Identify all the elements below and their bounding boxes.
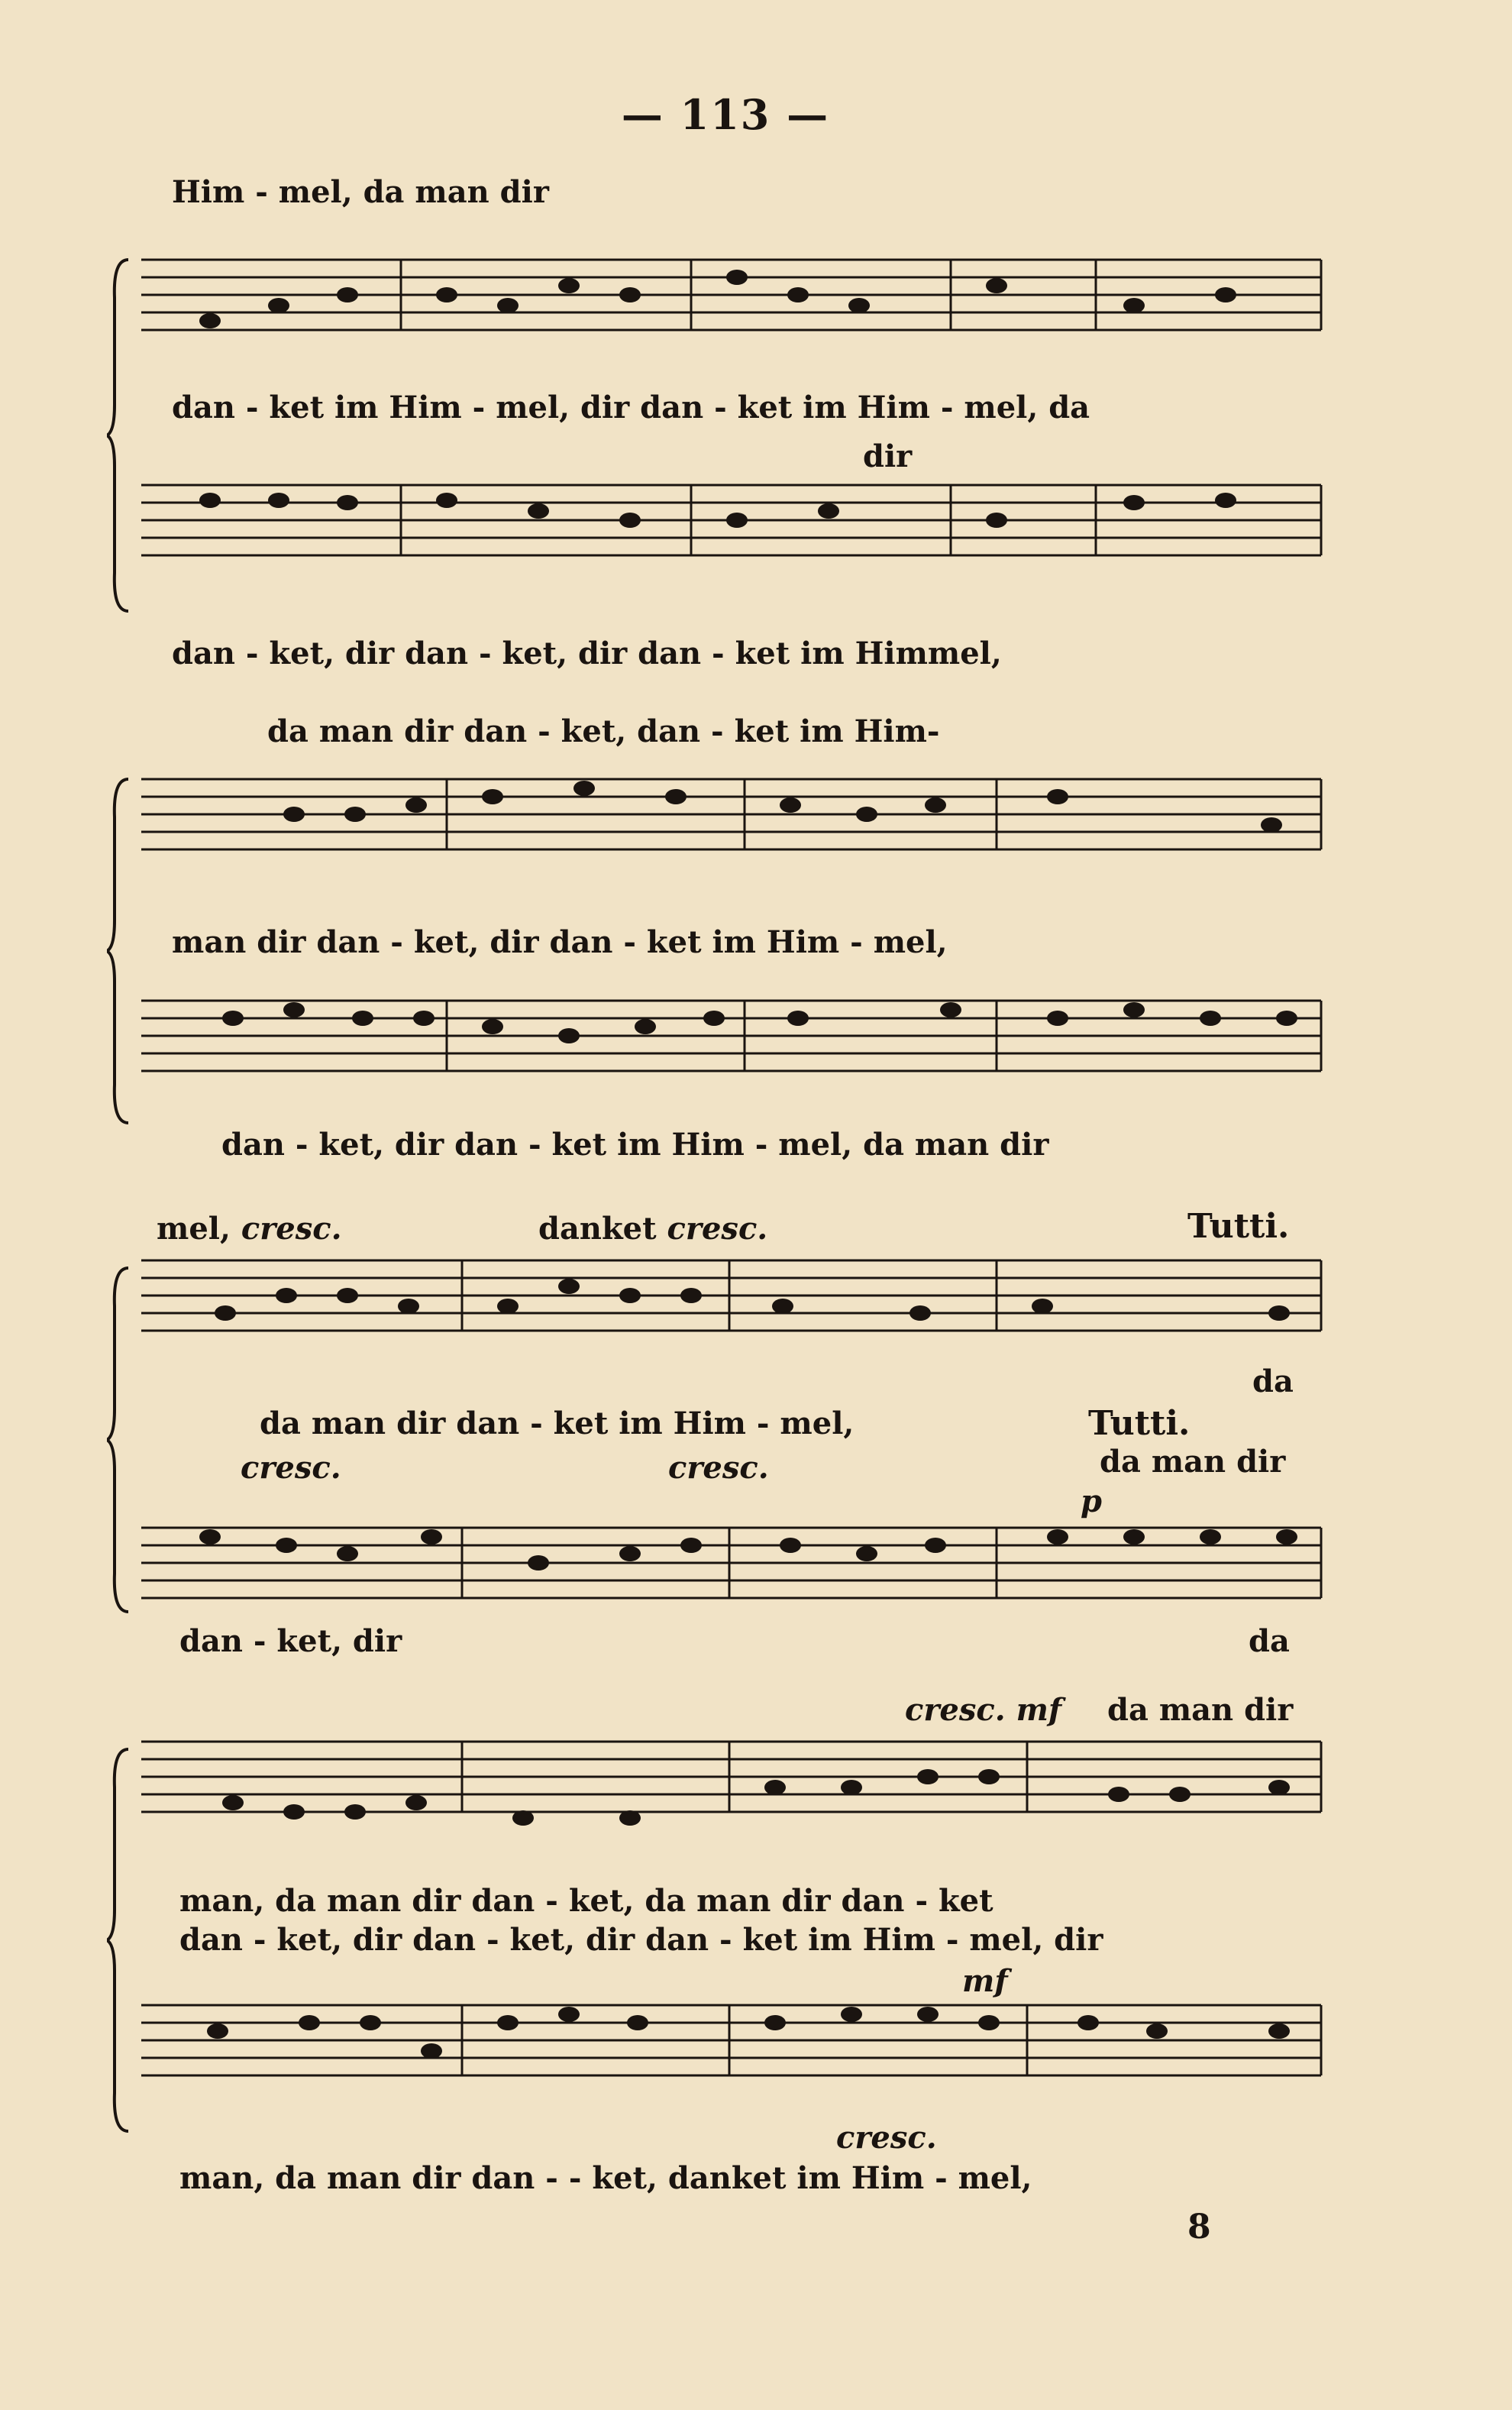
staff-lines — [141, 779, 1321, 849]
dynamic-cresc: cresc. — [241, 1211, 342, 1247]
system-4 — [107, 1742, 1321, 2139]
staff-s3-lower — [141, 1528, 1321, 1598]
brace-1 — [107, 252, 130, 619]
page-number: — 113 — — [621, 90, 830, 139]
staff-s3-upper — [141, 1260, 1321, 1331]
dynamic-p: p — [1081, 1483, 1102, 1519]
staff-lines — [141, 260, 1321, 330]
staff-lines — [141, 1742, 1321, 1812]
staff-lines — [141, 1528, 1321, 1598]
tutti-marking-lower: Tutti. — [1088, 1404, 1191, 1443]
staff-lines — [141, 1260, 1321, 1331]
dynamic-cresc-bottom: cresc. — [836, 2120, 937, 2156]
lyric-s4-upper-above: da man dir — [1107, 1692, 1294, 1728]
lyric-s4-upper-below: man, da man dir dan - ket, da man dir dan - ket — [179, 1883, 993, 1919]
dynamic-mf: mf — [962, 1963, 1008, 1999]
dynamic-cresc-lower-2: cresc. — [668, 1450, 769, 1486]
lyric-s1-upper-above: Him - mel, da man dir — [172, 174, 549, 210]
lyric-danket: danket — [538, 1211, 657, 1247]
dynamic-cresc-lower: cresc. — [241, 1450, 341, 1486]
lyric-s1-lower-below: dan - ket, dir dan - ket, dir dan - ket im Himmel, — [172, 636, 1002, 671]
dynamic-cresc-mf: cresc. mf — [905, 1692, 1062, 1728]
staff-s1-upper — [141, 260, 1321, 330]
lyric-s3-upper-above-2 — [538, 1211, 767, 1247]
staff-s4-upper — [141, 1742, 1321, 1812]
system-2 — [107, 772, 1321, 1131]
lyric-s3-lower-below: dan - ket, dir — [179, 1623, 402, 1659]
lyric-s1-lower-above: dir — [863, 438, 913, 474]
lyric-s3-upper-below: da man dir dan - ket im Him - mel, — [260, 1406, 855, 1441]
lyric-s2-upper-above: da man dir dan - ket, dan - ket im Him- — [267, 713, 940, 749]
lyric-s3-da-lower: da — [1249, 1623, 1290, 1659]
staff-s1-lower — [141, 485, 1321, 555]
footer-mark: 8 — [1187, 2208, 1211, 2247]
lyric-s4-lower-above: dan - ket, dir dan - ket, dir dan - ket im Him - mel, dir — [179, 1922, 1103, 1958]
tutti-marking: Tutti. — [1187, 1207, 1290, 1246]
lyric-s3-lower-above: da man dir — [1100, 1444, 1286, 1480]
staff-s2-lower — [141, 1001, 1321, 1071]
lyric-s2-upper-below: man dir dan - ket, dir dan - ket im Him - mel, — [172, 924, 948, 960]
lyric-s3-upper-above — [157, 1211, 342, 1247]
lyric-mel: mel, — [157, 1211, 231, 1247]
lyric-s3-da-upper: da — [1252, 1364, 1294, 1399]
lyric-s4-lower-below: man, da man dir dan - - ket, danket im Him - mel, — [179, 2160, 1032, 2196]
staff-s2-upper — [141, 779, 1321, 849]
system-1 — [107, 252, 1321, 619]
system-3 — [107, 1260, 1321, 1619]
staff-lines — [141, 485, 1321, 555]
brace-2 — [107, 772, 130, 1131]
staff-lines — [141, 2005, 1321, 2075]
dynamic-cresc: cresc. — [667, 1211, 768, 1247]
brace-4 — [107, 1742, 130, 2139]
staff-lines — [141, 1001, 1321, 1071]
lyric-s1-upper-below: dan - ket im Him - mel, dir dan - ket im Him - mel, da — [172, 390, 1090, 425]
lyric-s2-lower-below: dan - ket, dir dan - ket im Him - mel, da man dir — [221, 1127, 1049, 1163]
staff-s4-lower — [141, 2005, 1321, 2075]
brace-3 — [107, 1260, 130, 1619]
